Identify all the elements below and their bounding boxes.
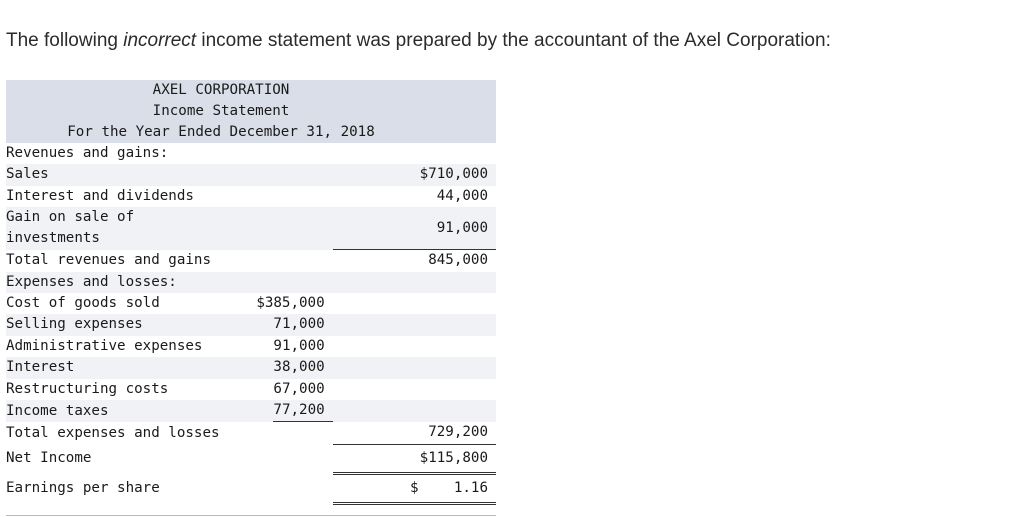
table-row	[6, 357, 496, 378]
eps-value	[406, 475, 496, 502]
row-amount: $710,000	[419, 166, 488, 183]
statement-title: Income Statement	[6, 101, 496, 122]
divider	[6, 515, 496, 516]
statement-period: For the Year Ended December 31, 2018	[6, 122, 496, 143]
row-amount: 67,000	[273, 380, 325, 397]
table-row	[6, 293, 496, 314]
eps-symbol: $	[410, 479, 419, 496]
income-statement-table	[6, 80, 496, 505]
intro-before: The following	[6, 30, 124, 51]
total-revenues-label: Total revenues and gains	[6, 251, 211, 268]
table-row	[6, 422, 496, 444]
row-amount: 44,000	[436, 187, 488, 204]
row-label: Interest and dividends	[6, 187, 194, 204]
row-label: Sales	[6, 164, 169, 185]
company-name: AXEL CORPORATION	[6, 80, 496, 101]
row-label: Income taxes	[6, 400, 169, 422]
row-label: Administrative expenses	[6, 337, 203, 354]
row-label-line1: Gain on sale of	[6, 209, 135, 226]
table-row	[6, 186, 496, 207]
total-expenses-label: Total expenses and losses	[6, 424, 220, 441]
income-statement	[6, 80, 496, 505]
row-amount: 38,000	[273, 359, 325, 376]
eps-label: Earnings per share	[6, 479, 160, 496]
revenues-heading: Revenues and gains:	[6, 145, 169, 161]
intro-after: income statement was prepared by the accountant of the Axel Corporation:	[196, 30, 831, 51]
table-row	[6, 400, 496, 422]
total-revenues-amount: 845,000	[428, 252, 488, 269]
table-row	[6, 207, 496, 250]
table-row	[6, 473, 496, 503]
total-expenses-amount: 729,200	[428, 424, 488, 441]
net-income-label: Net Income	[6, 450, 92, 467]
table-row	[6, 250, 496, 272]
row-label: Interest	[6, 357, 169, 378]
row-label: Selling expenses	[6, 314, 169, 335]
intro-text	[6, 30, 831, 52]
table-row	[6, 164, 496, 185]
row-amount: 91,000	[436, 219, 488, 236]
row-amount: 71,000	[273, 316, 325, 333]
row-amount: 77,200	[273, 400, 332, 422]
expenses-heading: Expenses and losses:	[6, 272, 496, 293]
row-amount: $385,000	[256, 295, 325, 312]
table-row	[6, 314, 496, 335]
table-row	[6, 379, 496, 400]
row-label-line2: investments	[6, 230, 100, 247]
intro-emphasis: incorrect	[123, 30, 197, 51]
row-amount: 91,000	[273, 337, 325, 354]
row-label	[6, 207, 169, 250]
row-label: Restructuring costs	[6, 380, 169, 397]
net-income-amount: $115,800	[419, 449, 488, 466]
eps-amount: 1.16	[453, 479, 488, 496]
table-row	[6, 336, 496, 357]
row-label: Cost of goods sold	[6, 295, 160, 312]
table-row	[6, 444, 496, 473]
